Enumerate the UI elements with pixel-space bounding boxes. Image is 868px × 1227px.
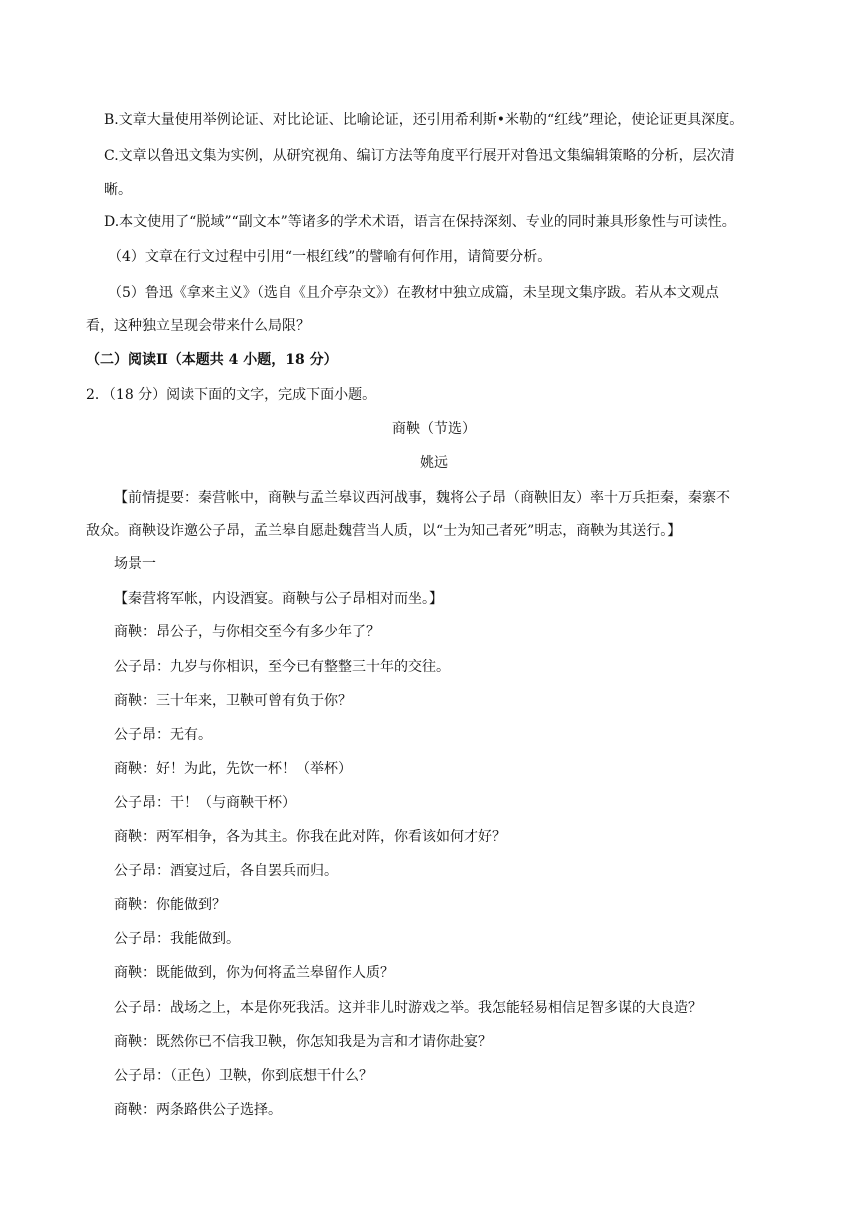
dialogue-line: 公子昂：我能做到。 xyxy=(114,931,240,947)
stage-direction: 【秦营将军帐，内设酒宴。商鞅与公子昂相对而坐。】 xyxy=(114,591,443,607)
dialogue-line: 公子昂：战场之上，本是你死我活。这并非儿时游戏之举。我怎能轻易相信足智多谋的大良造？ xyxy=(114,1000,702,1016)
dialogue-line: 商鞅：既能做到，你为何将孟兰皋留作人质？ xyxy=(114,965,394,981)
subquestion-4: （4）文章在行文过程中引用“一根红线”的譬喻有何作用，请简要分析。 xyxy=(108,249,552,265)
dialogue-line: 商鞅：你能做到？ xyxy=(114,897,226,913)
intro-paragraph-continued: 敌众。商鞅设诈邀公子昂，孟兰皋自愿赴魏营当人质，以“士为知己者死”明志，商鞅为其送行。】 xyxy=(86,523,682,539)
section-heading: （二）阅读Ⅱ（本题共 4 小题，18 分） xyxy=(86,352,338,368)
dialogue-line: 商鞅：既然你已不信我卫鞅，你怎知我是为言和才请你赴宴？ xyxy=(114,1034,492,1050)
dialogue-line: 商鞅：三十年来，卫鞅可曾有负于你？ xyxy=(114,693,352,709)
dialogue-line: 商鞅：两条路供公子选择。 xyxy=(114,1102,282,1118)
dialogue-line: 公子昂：（正色）卫鞅，你到底想干什么？ xyxy=(114,1068,373,1084)
dialogue-line: 公子昂：无有。 xyxy=(114,727,212,743)
dialogue-line: 商鞅：昂公子，与你相交至今有多少年了？ xyxy=(114,624,380,640)
option-d: D.本文使用了“脱域”“副文本”等诸多的学术术语，语言在保持深刻、专业的同时兼具形象性与可读性。 xyxy=(104,214,736,230)
dialogue-line: 公子昂：酒宴过后，各自罢兵而归。 xyxy=(114,863,338,879)
subquestion-5: （5）鲁迅《拿来主义》（选自《且介亭杂文》）在教材中独立成篇，未呈现文集序跋。若从本文观点 xyxy=(108,285,719,301)
dialogue-line: 商鞅：好！为此，先饮一杯！（举杯） xyxy=(114,761,352,777)
text-title: 商鞅（节选） xyxy=(392,421,476,437)
intro-paragraph: 【前情提要：秦营帐中，商鞅与孟兰皋议西河战事，魏将公子昂（商鞅旧友）率十万兵拒秦，秦寨不 xyxy=(114,490,730,506)
scene-label: 场景一 xyxy=(114,556,156,572)
option-c: C.文章以鲁迅文集为实例，从研究视角、编订方法等角度平行展开对鲁迅文集编辑策略的分析，层次清 xyxy=(104,148,735,164)
question-2: 2．（18 分）阅读下面的文字，完成下面小题。 xyxy=(86,387,377,403)
subquestion-5-continued: 看，这种独立呈现会带来什么局限？ xyxy=(86,318,310,334)
dialogue-line: 商鞅：两军相争，各为其主。你我在此对阵，你看该如何才好？ xyxy=(114,829,506,845)
option-c-continued: 晰。 xyxy=(104,182,132,198)
dialogue-line: 公子昂：九岁与你相识，至今已有整整三十年的交往。 xyxy=(114,659,450,675)
option-b: B.文章大量使用举例论证、对比论证、比喻论证，还引用希利斯•米勒的“红线”理论，使论证更具深度。 xyxy=(104,112,744,128)
text-author: 姚远 xyxy=(420,455,448,471)
dialogue-line: 公子昂：干！（与商鞅干杯） xyxy=(114,795,296,811)
